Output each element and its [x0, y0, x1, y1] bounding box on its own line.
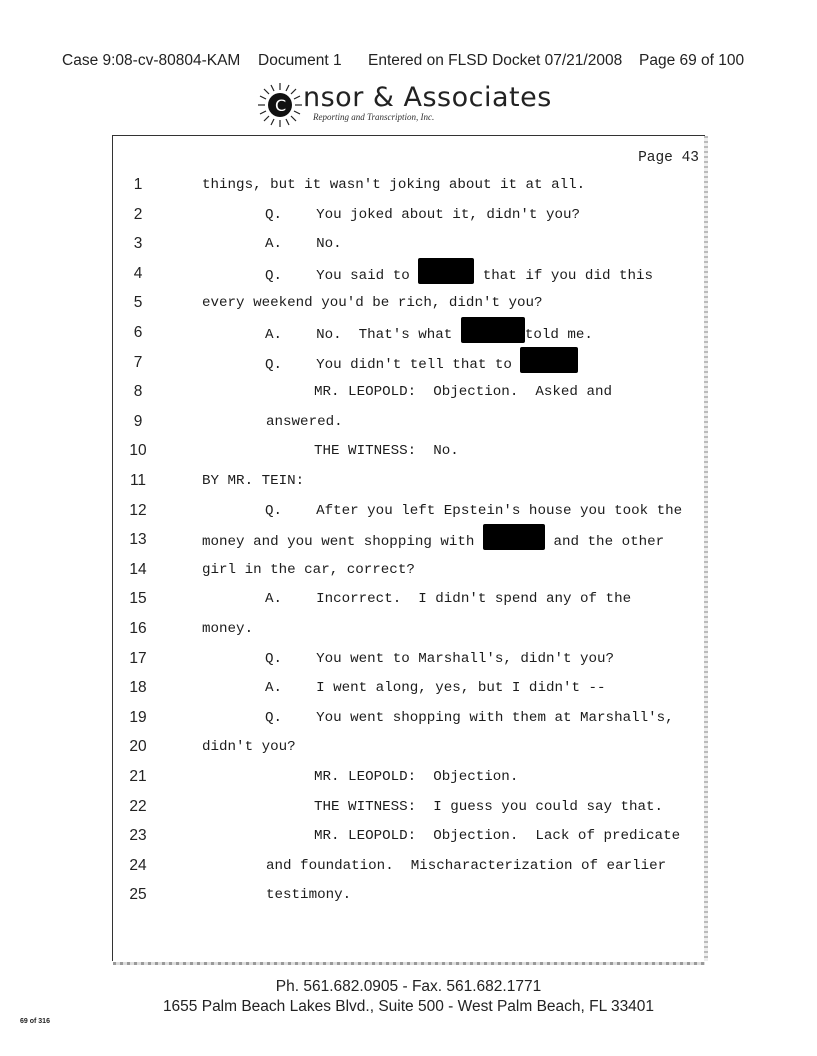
transcript-line [113, 886, 705, 910]
docket-entry: Entered on FLSD Docket 07/21/2008 [368, 52, 623, 69]
transcript-line [113, 827, 705, 851]
transcript-line [113, 442, 705, 466]
line-text-segment: that if you did this [474, 267, 654, 284]
reporter-logo [255, 80, 555, 130]
line-number: 13 [129, 531, 147, 549]
transcript-line [113, 413, 705, 437]
line-text-segment: every weekend you'd be rich, didn't you? [202, 295, 543, 312]
transcript-line [113, 294, 705, 318]
transcript-line [113, 502, 705, 526]
transcript-line [113, 738, 705, 762]
line-number: 21 [129, 768, 147, 785]
line-text [266, 858, 666, 874]
company-subtitle: Reporting and Transcription, Inc. [313, 112, 435, 122]
transcript-line [113, 798, 705, 822]
transcript-line [113, 561, 705, 585]
line-text [202, 739, 296, 755]
line-text-segment: girl in the car, correct? [202, 561, 415, 578]
line-text [202, 473, 304, 489]
line-text [265, 503, 682, 519]
line-text [265, 710, 674, 726]
sun-logo-icon [255, 80, 305, 130]
transcript-line [113, 620, 705, 644]
line-text-segment: told me. [524, 326, 593, 343]
line-text-segment: answered. [266, 413, 343, 430]
line-number: 25 [129, 886, 147, 904]
line-text [202, 621, 253, 637]
line-text-segment: A. Incorrect. I didn't spend any of the [265, 591, 632, 608]
line-text-segment: MR. LEOPOLD: Objection. [314, 769, 519, 785]
line-text-segment: and foundation. Mischaracterization of earlier [266, 857, 667, 874]
bottom-edge-border [113, 962, 705, 965]
line-text [265, 680, 606, 696]
transcript-line [113, 383, 705, 407]
line-number: 15 [129, 590, 147, 608]
line-number: 12 [129, 501, 147, 519]
line-text [202, 532, 664, 550]
transcript-line [113, 176, 705, 200]
line-number: 20 [129, 738, 147, 756]
line-text [265, 355, 578, 373]
line-text-segment: BY MR. TEIN: [202, 473, 305, 489]
transcript-line [113, 235, 705, 259]
company-name: nsor & Associates [303, 82, 552, 113]
line-number: 23 [129, 827, 147, 845]
line-text [265, 236, 342, 252]
line-number: 24 [129, 856, 147, 874]
transcript-line [113, 206, 705, 230]
line-number: 7 [133, 353, 143, 371]
transcript-line [113, 650, 705, 674]
transcript-line [113, 679, 705, 703]
line-text [266, 414, 343, 430]
page-count: 69 of 316 [20, 1018, 50, 1025]
transcript-page-label: Page 43 [638, 150, 699, 166]
redaction-block [483, 524, 545, 550]
line-text [265, 207, 580, 223]
svg-text:C: C [275, 96, 287, 115]
line-text-segment: MR. LEOPOLD: Objection. Asked and [314, 384, 612, 401]
line-number: 10 [129, 442, 147, 460]
transcript-line [113, 265, 705, 289]
redaction-block [418, 258, 474, 284]
line-text [314, 384, 612, 400]
line-text-segment: Q. You joked about it, didn't you? [265, 206, 581, 223]
line-number: 1 [133, 176, 143, 193]
redaction-block [520, 347, 578, 373]
line-text [314, 443, 459, 459]
line-text-segment: money and you went shopping with [202, 533, 483, 550]
line-number: 5 [133, 294, 143, 312]
line-number: 11 [129, 472, 147, 489]
transcript-page [112, 135, 705, 961]
line-text-segment: Q. You went shopping with them at Marshall's, [265, 709, 674, 726]
line-text [265, 266, 653, 284]
line-number: 18 [129, 679, 147, 697]
line-number: 22 [129, 797, 147, 815]
line-text-segment: A. No. [265, 236, 342, 253]
line-text [265, 651, 614, 667]
line-text [266, 887, 351, 903]
line-text [265, 325, 593, 343]
redaction-block [461, 317, 525, 343]
line-text-segment: Q. You said to [265, 267, 419, 284]
line-text [265, 591, 631, 607]
line-number: 3 [133, 235, 143, 253]
case-number: Case 9:08-cv-80804-KAM [62, 52, 241, 69]
line-number: 4 [133, 264, 143, 282]
line-number: 8 [133, 383, 143, 401]
line-number: 14 [129, 560, 147, 578]
document-number: Document 1 [258, 52, 342, 69]
line-text-segment: things, but it wasn't joking about it at all. [202, 177, 586, 193]
line-text-segment: money. [202, 621, 254, 637]
line-text [314, 799, 663, 815]
line-text-segment: THE WITNESS: No. [314, 443, 459, 460]
line-text-segment: A. No. That's what [265, 326, 461, 343]
line-text-segment: and the other [544, 533, 665, 550]
line-text [314, 769, 518, 785]
line-text-segment: Q. You went to Marshall's, didn't you? [265, 650, 615, 667]
line-text-segment: A. I went along, yes, but I didn't -- [265, 680, 606, 697]
transcript-line [113, 709, 705, 733]
line-text-segment: Q. You didn't tell that to [265, 356, 521, 373]
transcript-line [113, 857, 705, 881]
line-text [202, 295, 543, 311]
transcript-line [113, 472, 705, 496]
line-number: 6 [133, 324, 143, 341]
transcript-line [113, 354, 705, 378]
transcript-line [113, 531, 705, 555]
transcript-line [113, 324, 705, 348]
line-text [202, 562, 415, 578]
line-number: 17 [129, 649, 147, 667]
line-number: 2 [133, 205, 143, 223]
line-number: 16 [129, 620, 147, 637]
footer-address: 1655 Palm Beach Lakes Blvd., Suite 500 - West Palm Beach, FL 33401 [162, 998, 655, 1015]
line-text-segment: Q. After you left Epstein's house you took the [265, 502, 683, 519]
line-text [314, 828, 680, 844]
line-number: 19 [129, 708, 147, 726]
footer-phone: Ph. 561.682.0905 - Fax. 561.682.1771 [275, 978, 542, 995]
line-text-segment: testimony. [266, 887, 352, 904]
line-text-segment: didn't you? [202, 739, 296, 756]
transcript-line [113, 768, 705, 792]
line-text-segment: MR. LEOPOLD: Objection. Lack of predicate [314, 828, 681, 845]
line-number: 9 [133, 412, 143, 430]
transcript-line [113, 590, 705, 614]
line-text-segment: THE WITNESS: I guess you could say that. [314, 798, 664, 815]
page-of-total: Page 69 of 100 [639, 52, 745, 69]
line-text [202, 177, 585, 193]
